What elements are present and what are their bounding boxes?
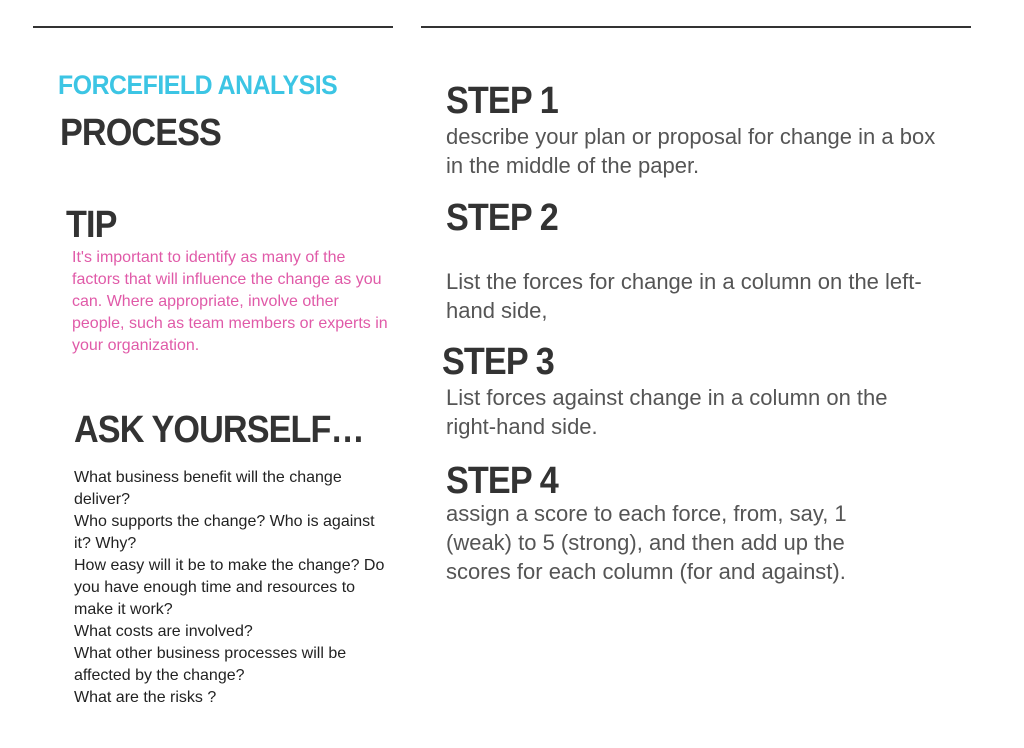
list-item: What costs are involved? — [74, 623, 253, 640]
ask-yourself-list — [74, 467, 394, 709]
section-kicker: FORCEFIELD ANALYSIS — [58, 70, 338, 100]
ask-yourself-heading: ASK YOURSELF… — [74, 409, 364, 451]
step-1-heading: STEP 1 — [446, 80, 558, 122]
step-2-text: List the forces for change in a column on the left-hand side, — [446, 269, 922, 323]
list-item: Who supports the change? Who is against it? Why? — [74, 513, 375, 552]
step-2-heading: STEP 2 — [446, 197, 558, 239]
step-4-heading: STEP 4 — [446, 460, 558, 502]
list-item: What business benefit will the change deliver? — [74, 469, 342, 508]
list-item: What are the risks ? — [74, 689, 217, 706]
step-3-heading: STEP 3 — [442, 341, 554, 383]
left-top-divider — [33, 26, 393, 28]
page-title: PROCESS — [60, 112, 221, 154]
list-item: What other business processes will be affected by the change? — [74, 645, 347, 684]
step-3-text: List forces against change in a column on the right-hand side. — [446, 385, 888, 439]
step-1-text: describe your plan or proposal for change in a box in the middle of the paper. — [446, 124, 936, 178]
list-item: How easy will it be to make the change? Do you have enough time and resources to make it work? — [74, 557, 385, 618]
right-top-divider — [421, 26, 971, 28]
tip-text: It's important to identify as many of the factors that will influence the change as you can. Where appropriate, involve other people, such as team members or experts in your organization. — [72, 249, 388, 354]
tip-heading: TIP — [66, 204, 117, 246]
step-4-text: assign a score to each force, from, say, 1 (weak) to 5 (strong), and then add up the scores for each column (for and against). — [446, 501, 847, 584]
